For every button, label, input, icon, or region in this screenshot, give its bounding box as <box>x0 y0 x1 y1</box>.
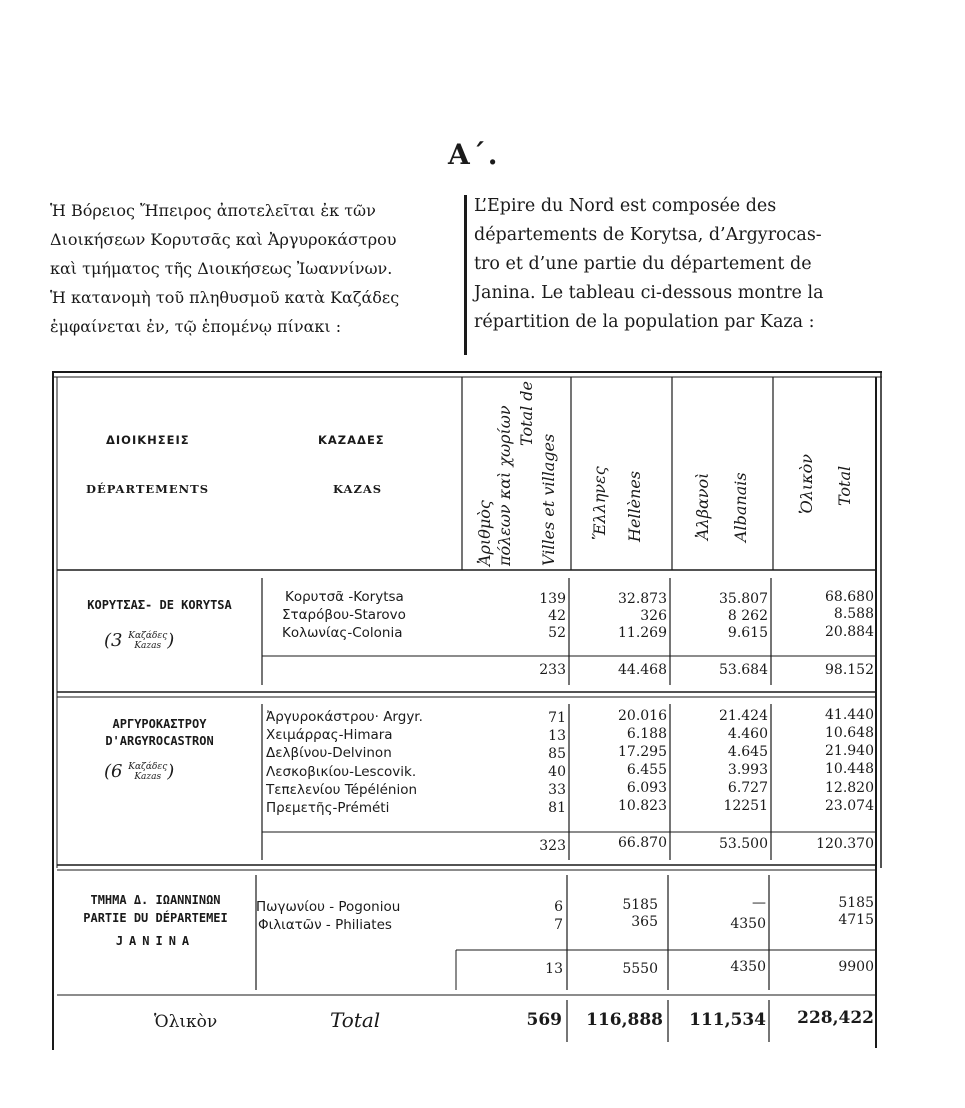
kazades-label: Καζάδες <box>128 631 168 641</box>
header-albanais-gr: Ἀλβανοὶ <box>693 472 712 540</box>
header-departements-fr: DÉPARTEMENTS <box>86 482 210 496</box>
hellenes-value: 17.295 <box>618 744 667 760</box>
grand-total-hellenes: 116,888 <box>586 1010 663 1030</box>
grand-total-total: 228,422 <box>797 1008 874 1028</box>
villes-value: 33 <box>548 782 566 798</box>
kaza-name: Πωγωνίου - Pogoniou <box>256 899 401 915</box>
total-value: 5185 <box>838 895 874 911</box>
kaza-name: Ἀργυροκάστρου· Argyr. <box>266 709 423 725</box>
albanais-value: 3.993 <box>727 762 768 778</box>
hellenes-value: 6.455 <box>626 762 667 778</box>
greek-intro-line: Ἡ Βόρειος Ἤπειρος ἀποτελεῖται ἐκ τῶν <box>50 201 376 220</box>
subtotal-total: 98.152 <box>825 662 874 678</box>
hellenes-value: 6.093 <box>626 780 667 796</box>
subtotal-hellenes: 66.870 <box>618 835 667 851</box>
albanais-value: 12251 <box>723 798 768 814</box>
subtotal-villes: 233 <box>539 662 566 678</box>
total-value: 4715 <box>838 912 874 928</box>
villes-value: 85 <box>548 746 566 762</box>
hellenes-value: 365 <box>631 914 658 930</box>
albanais-value: 4.645 <box>727 744 768 760</box>
kazas-label: Kazas <box>134 772 162 782</box>
villes-value: 42 <box>548 608 566 624</box>
subtotal-albanais: 4350 <box>730 959 766 975</box>
hellenes-value: 5185 <box>622 897 658 913</box>
french-intro-line: départements de Korytsa, d’Argyrocas- <box>474 225 822 245</box>
greek-intro-line: Διοικήσεων Κορυτσᾶς καὶ Ἀργυροκάστρου <box>50 230 397 249</box>
albanais-value: 8 262 <box>727 608 768 624</box>
villes-value: 40 <box>548 764 566 780</box>
total-value: 21.940 <box>825 743 874 759</box>
header-total-fr: Total <box>835 465 854 506</box>
total-value: 8.588 <box>833 606 874 622</box>
kaza-name: Κορυτσᾶ -Korytsa <box>285 589 404 605</box>
subtotal-hellenes: 5550 <box>622 961 658 977</box>
kaza-count: 3 <box>111 630 123 651</box>
subtotal-hellenes: 44.468 <box>618 662 667 678</box>
albanais-value: 21.424 <box>719 708 768 724</box>
greek-intro-line: Ἡ κατανομὴ τοῦ πληθυσμοῦ κατὰ Καζάδες <box>50 288 400 307</box>
header-departements-gr: ΔΙΟΙΚΗΣΕΙΣ <box>106 433 190 447</box>
department-argyrocastron-fr: D'ARGYROCASTRON <box>105 734 214 748</box>
total-value: 23.074 <box>825 798 874 814</box>
department-janina-name: JANINA <box>115 934 196 948</box>
kaza-name: Λεσκοβικίου-Lescovik. <box>266 764 417 780</box>
header-total-gr: Ὁλικὸν <box>797 453 816 514</box>
villes-value: 71 <box>548 710 566 726</box>
albanais-value: 6.727 <box>727 780 768 796</box>
header-villes-gr2: πόλεων καὶ χωρίων <box>495 405 514 566</box>
villes-value: 13 <box>548 728 566 744</box>
albanais-value: 35.807 <box>719 591 768 607</box>
hellenes-value: 32.873 <box>618 591 667 607</box>
villes-value: 7 <box>554 917 563 933</box>
albanais-value: 4.460 <box>727 726 768 742</box>
grand-total-albanais: 111,534 <box>689 1010 766 1030</box>
kaza-name: Χειμάρρας-Himara <box>266 727 393 743</box>
kaza-count-korytsa: (3 Καζάδες Kazas ) <box>104 630 175 651</box>
kazas-label: Kazas <box>134 641 162 651</box>
department-argyrocastron-gr: ΑΡΓΥΡΟΚΑΣΤΡΟΥ <box>112 717 207 731</box>
total-value: 68.680 <box>825 589 874 605</box>
department-korytsa: ΚΟΡΥΤΣΑΣ- DE KORYTSA <box>87 598 232 612</box>
header-villes-gr1: Ἀριθμὸς <box>475 500 494 566</box>
total-value: 12.820 <box>825 780 874 796</box>
greek-intro-line: καὶ τμήματος τῆς Διοικήσεως Ἰωαννίνων. <box>50 259 393 278</box>
header-hellenes-fr: Hellènes <box>625 470 644 542</box>
total-value: 20.884 <box>825 624 874 640</box>
header-albanais-fr: Albanais <box>731 472 750 542</box>
subtotal-total: 120.370 <box>816 836 874 852</box>
header-kazas-fr: KAZAS <box>333 482 383 496</box>
french-intro-line: répartition de la population par Kaza : <box>474 312 815 332</box>
subtotal-total: 9900 <box>838 959 874 975</box>
grand-total-label-gr: Ὁλικὸν <box>154 1012 218 1032</box>
header-kazas-gr: ΚΑΖΑΔΕΣ <box>318 433 385 447</box>
kaza-name: Κολωνίας-Colonia <box>282 625 403 641</box>
subtotal-villes: 323 <box>539 838 566 854</box>
albanais-value: — <box>752 895 766 911</box>
subtotal-albanais: 53.684 <box>719 662 768 678</box>
hellenes-value: 326 <box>640 608 667 624</box>
hellenes-value: 10.823 <box>618 798 667 814</box>
villes-value: 139 <box>539 591 566 607</box>
french-intro-line: tro et d’une partie du département de <box>474 254 812 274</box>
total-value: 10.648 <box>825 725 874 741</box>
greek-intro-line: ἐμφαίνεται ἐν, τῷ ἑπομένῳ πίνακι : <box>50 317 342 336</box>
hellenes-value: 20.016 <box>618 708 667 724</box>
total-value: 41.440 <box>825 707 874 723</box>
french-intro-line: Janina. Le tableau ci-dessous montre la <box>474 283 824 303</box>
page-heading: A΄. <box>448 138 500 171</box>
kaza-count: 6 <box>111 761 123 782</box>
header-hellenes-gr: Ἕλληνες <box>590 466 609 540</box>
french-intro-line: L’Epire du Nord est composée des <box>474 196 777 216</box>
hellenes-value: 6.188 <box>626 726 667 742</box>
header-villes-fr2: Villes et villages <box>539 433 558 566</box>
grand-total-villes: 569 <box>526 1010 562 1030</box>
header-villes-fr1: Total de <box>517 381 536 446</box>
kazades-label: Καζάδες <box>128 762 168 772</box>
department-janina-fr: PARTIE DU DÉPARTEMEI <box>83 911 228 925</box>
kaza-count-argyrocastron: (6 Καζάδες Kazas ) <box>104 761 175 782</box>
kaza-name: Πρεμετῆς-Préméti <box>266 800 390 816</box>
department-janina-gr: ΤΜΗΜΑ Δ. ΙΩΑΝΝΙΝΩΝ <box>90 893 221 907</box>
subtotal-albanais: 53.500 <box>719 836 768 852</box>
kaza-name: Τεπελενίου Tépélénion <box>266 782 418 798</box>
albanais-value: 4350 <box>730 916 766 932</box>
grand-total-label-fr: Total <box>330 1008 381 1032</box>
villes-value: 52 <box>548 625 566 641</box>
kaza-name: Δελβίνου-Delvinon <box>266 745 392 761</box>
hellenes-value: 11.269 <box>618 625 667 641</box>
subtotal-villes: 13 <box>545 961 563 977</box>
villes-value: 6 <box>554 899 563 915</box>
total-value: 10.448 <box>825 761 874 777</box>
albanais-value: 9.615 <box>727 625 768 641</box>
villes-value: 81 <box>548 800 566 816</box>
kaza-name: Φιλιατῶν - Philiates <box>258 917 392 933</box>
kaza-name: Σταρόβου-Starovo <box>282 607 406 623</box>
